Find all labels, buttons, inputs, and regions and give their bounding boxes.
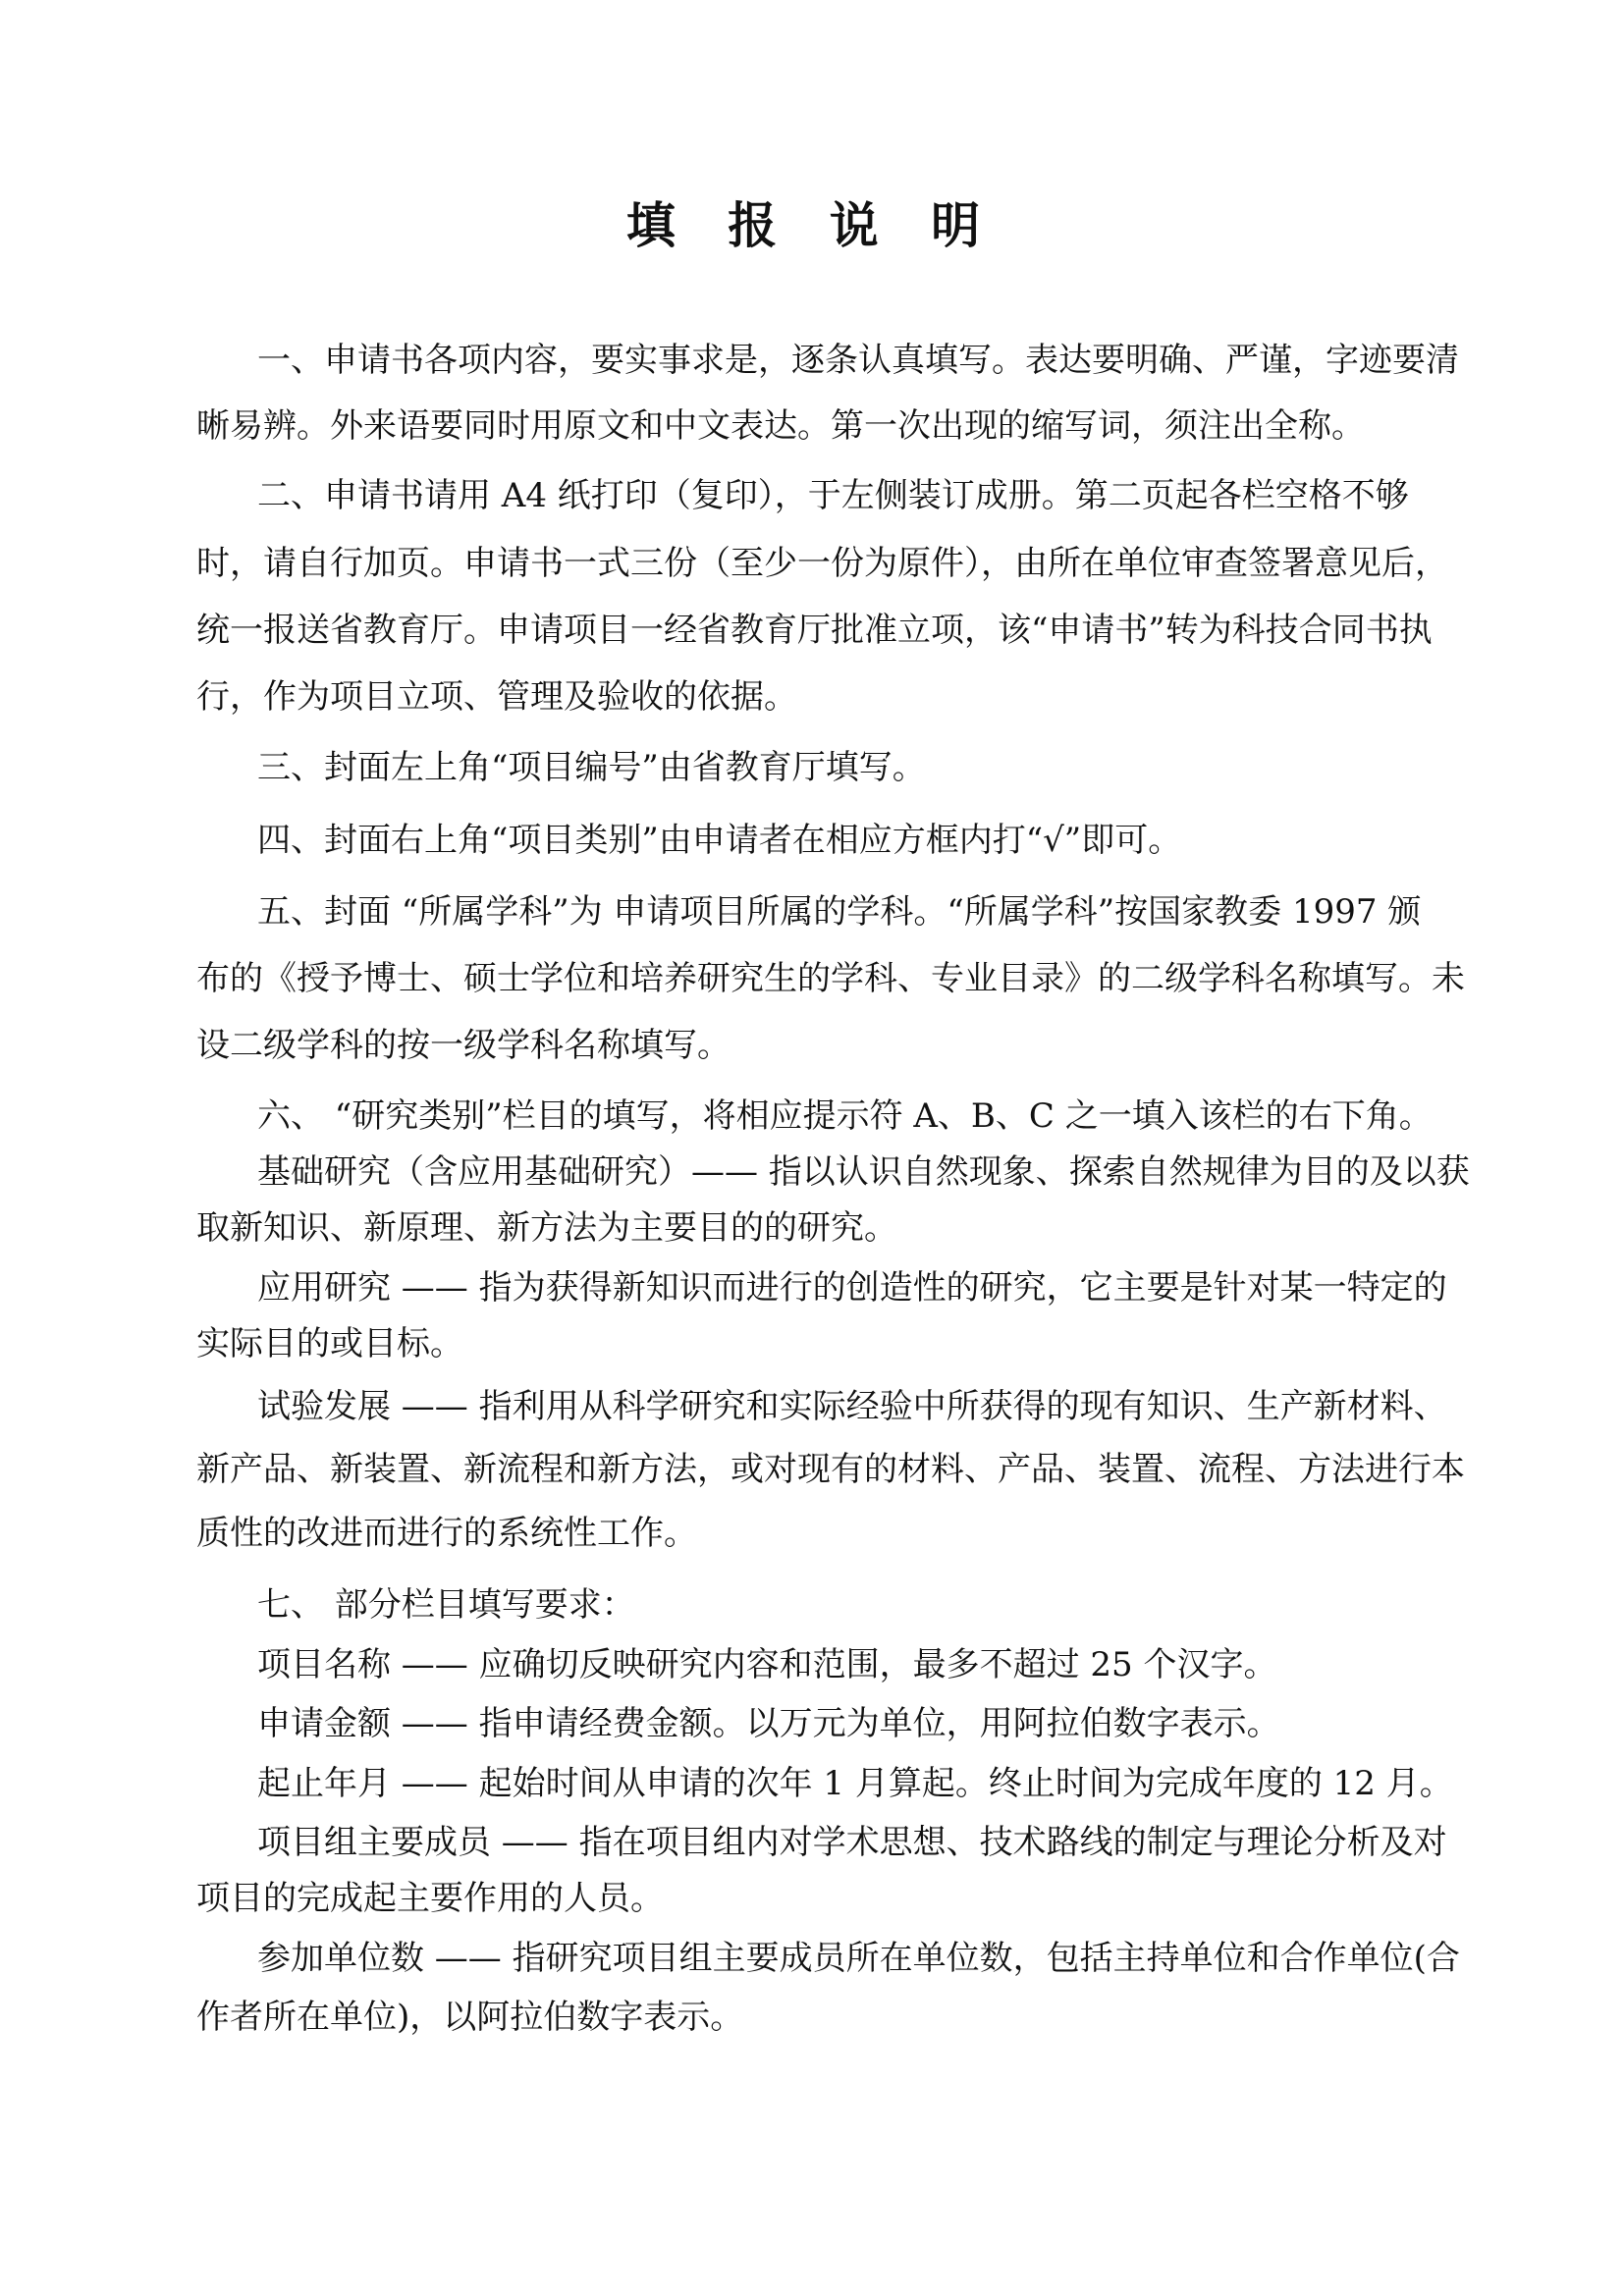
para1-line2: 晰易辨。外来语要同时用原文和中文表达。第一次出现的缩写词，须注出全称。 <box>196 406 1365 446</box>
para3: 三、封面左上角“项目编号”由省教育厅填写。 <box>257 748 926 787</box>
para1-line1: 一、申请书各项内容，要实事求是，逐条认真填写。表达要明确、严谨，字迹要清 <box>257 341 1459 380</box>
units-rule-line2: 作者所在单位)，以阿拉伯数字表示。 <box>196 1998 744 2037</box>
members-rule-line1: 项目组主要成员 —— 指在项目组内对学术思想、技术路线的制定与理论分析及对 <box>257 1823 1447 1862</box>
para7-line1: 七、 部分栏目填写要求： <box>257 1585 635 1625</box>
para5-line2: 布的《授予博士、硕士学位和培养研究生的学科、专业目录》的二级学科名称填写。未 <box>196 959 1465 998</box>
para4: 四、封面右上角“项目类别”由申请者在相应方框内打“√”即可。 <box>257 821 1182 860</box>
project-name-rule: 项目名称 —— 应确切反映研究内容和范围，最多不超过 25 个汉字。 <box>257 1645 1277 1684</box>
amount-rule: 申请金额 —— 指申请经费金额。以万元为单位，用阿拉伯数字表示。 <box>257 1704 1280 1743</box>
basic-research-line2: 取新知识、新原理、新方法为主要目的的研究。 <box>196 1208 897 1248</box>
experimental-dev-line2: 新产品、新装置、新流程和新方法，或对现有的材料、产品、装置、流程、方法进行本 <box>196 1450 1465 1489</box>
units-rule-line1: 参加单位数 —— 指研究项目组主要成员所在单位数，包括主持单位和合作单位(合 <box>257 1939 1460 1978</box>
experimental-dev-line1: 试验发展 —— 指利用从科学研究和实际经验中所获得的现有知识、生产新材料、 <box>257 1387 1447 1426</box>
basic-research-line1: 基础研究（含应用基础研究）—— 指以认识自然现象、探索自然规律为目的及以获 <box>257 1152 1470 1192</box>
para6-line1: 六、 “研究类别”栏目的填写，将相应提示符 A、B、C 之一填入该栏的右下角。 <box>257 1096 1433 1136</box>
page-title: 填 报 说 明 <box>625 197 999 254</box>
para2-line4: 行，作为项目立项、管理及验收的依据。 <box>196 677 797 717</box>
para2-line1: 二、申请书请用 A4 纸打印（复印），于左侧装订成册。第二页起各栏空格不够 <box>257 476 1409 515</box>
members-rule-line2: 项目的完成起主要作用的人员。 <box>196 1879 664 1918</box>
applied-research-line1: 应用研究 —— 指为获得新知识而进行的创造性的研究，它主要是针对某一特定的 <box>257 1268 1447 1308</box>
experimental-dev-line3: 质性的改进而进行的系统性工作。 <box>196 1514 697 1553</box>
para2-line3: 统一报送省教育厅。申请项目一经省教育厅批准立项，该“申请书”转为科技合同书执 <box>196 611 1433 650</box>
para5-line3: 设二级学科的按一级学科名称填写。 <box>196 1026 731 1065</box>
period-rule: 起止年月 —— 起始时间从申请的次年 1 月算起。终止时间为完成年度的 12 月。 <box>257 1764 1453 1803</box>
para5-line1: 五、封面 “所属学科”为 申请项目所属的学科。“所属学科”按国家教委 1997 颁 <box>257 892 1422 932</box>
applied-research-line2: 实际目的或目标。 <box>196 1324 463 1363</box>
para2-line2: 时，请自行加页。申请书一式三份（至少一份为原件），由所在单位审查签署意见后， <box>196 544 1448 583</box>
